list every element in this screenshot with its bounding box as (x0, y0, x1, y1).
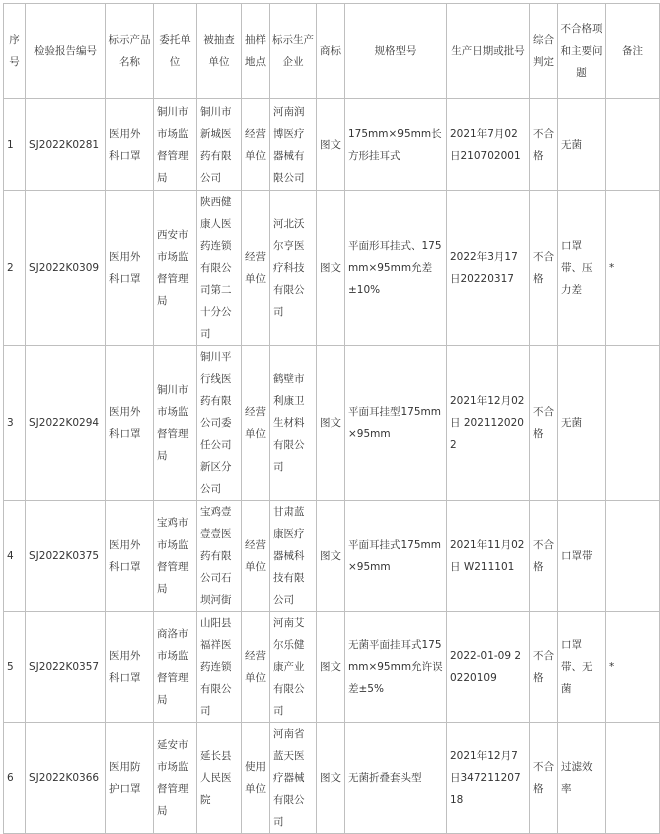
cell-note (606, 99, 660, 191)
header-brand: 商标 (317, 4, 345, 99)
cell-spec: 平面形耳挂式、175mm×95mm允差±10% (345, 191, 447, 346)
cell-spec: 平面耳挂型175mm×95mm (345, 346, 447, 501)
cell-issue: 过滤效率 (558, 723, 606, 834)
cell-verdict: 不合格 (530, 612, 558, 723)
header-row (4, 4, 660, 99)
header-note: 备注 (606, 4, 660, 99)
cell-location: 使用单位 (242, 723, 270, 834)
cell-maker: 河南省蓝天医疗器械有限公司 (270, 723, 317, 834)
header-verdict: 综合判定 (530, 4, 558, 99)
table-row (4, 723, 660, 834)
cell-brand: 图文 (317, 191, 345, 346)
cell-verdict: 不合格 (530, 501, 558, 612)
cell-brand: 图文 (317, 99, 345, 191)
cell-date: 2021年12月7日34721120718 (447, 723, 530, 834)
cell-client: 延安市市场监督管理局 (154, 723, 197, 834)
cell-no: 1 (4, 99, 26, 191)
cell-date: 2021年11月02日 W211101 (447, 501, 530, 612)
cell-sampled: 铜川平行线医药有限公司委任公司新区分公司 (197, 346, 242, 501)
cell-product: 医用外科口罩 (106, 612, 154, 723)
cell-location: 经营单位 (242, 346, 270, 501)
cell-sampled: 陕西健康人医药连锁有限公司第二十分公司 (197, 191, 242, 346)
cell-client: 西安市市场监督管理局 (154, 191, 197, 346)
cell-issue: 无菌 (558, 99, 606, 191)
inspection-results-table (3, 3, 660, 834)
cell-product: 医用外科口罩 (106, 99, 154, 191)
cell-note (606, 501, 660, 612)
cell-maker: 鹤壁市利康卫生材料有限公司 (270, 346, 317, 501)
cell-client: 铜川市市场监督管理局 (154, 346, 197, 501)
cell-brand: 图文 (317, 612, 345, 723)
cell-client: 宝鸡市市场监督管理局 (154, 501, 197, 612)
header-product: 标示产品名称 (106, 4, 154, 99)
cell-verdict: 不合格 (530, 723, 558, 834)
cell-client: 铜川市市场监督管理局 (154, 99, 197, 191)
cell-date: 2021年7月02日210702001 (447, 99, 530, 191)
header-issue: 不合格项和主要问题 (558, 4, 606, 99)
table-row (4, 191, 660, 346)
cell-maker: 甘肃蓝康医疗器械科技有限公司 (270, 501, 317, 612)
cell-report: SJ2022K0309 (26, 191, 106, 346)
cell-report: SJ2022K0281 (26, 99, 106, 191)
cell-brand: 图文 (317, 723, 345, 834)
cell-product: 医用外科口罩 (106, 346, 154, 501)
cell-issue: 无菌 (558, 346, 606, 501)
cell-note (606, 723, 660, 834)
cell-issue: 口罩带 (558, 501, 606, 612)
cell-report: SJ2022K0366 (26, 723, 106, 834)
cell-sampled: 宝鸡壹壹壹医药有限公司石坝河街 (197, 501, 242, 612)
cell-date: 2022-01-09 20220109 (447, 612, 530, 723)
cell-no: 6 (4, 723, 26, 834)
table-row (4, 612, 660, 723)
cell-note: * (606, 612, 660, 723)
header-no: 序号 (4, 4, 26, 99)
header-sampled: 被抽查单位 (197, 4, 242, 99)
header-date: 生产日期或批号 (447, 4, 530, 99)
cell-location: 经营单位 (242, 501, 270, 612)
cell-note (606, 346, 660, 501)
cell-location: 经营单位 (242, 99, 270, 191)
cell-maker: 河南艾尔乐健康产业有限公司 (270, 612, 317, 723)
cell-product: 医用外科口罩 (106, 501, 154, 612)
cell-no: 4 (4, 501, 26, 612)
cell-location: 经营单位 (242, 612, 270, 723)
cell-product: 医用防护口罩 (106, 723, 154, 834)
cell-client: 商洛市市场监督管理局 (154, 612, 197, 723)
cell-report: SJ2022K0357 (26, 612, 106, 723)
cell-report: SJ2022K0375 (26, 501, 106, 612)
cell-issue: 口罩带、无菌 (558, 612, 606, 723)
cell-date: 2022年3月17日20220317 (447, 191, 530, 346)
cell-spec: 无菌平面挂耳式175mm×95mm允许误差±5% (345, 612, 447, 723)
cell-location: 经营单位 (242, 191, 270, 346)
table-row (4, 99, 660, 191)
cell-issue: 口罩带、压力差 (558, 191, 606, 346)
cell-no: 2 (4, 191, 26, 346)
cell-verdict: 不合格 (530, 346, 558, 501)
cell-sampled: 延长县人民医院 (197, 723, 242, 834)
cell-maker: 河北沃尔亨医疗科技有限公司 (270, 191, 317, 346)
cell-spec: 无菌折叠套头型 (345, 723, 447, 834)
header-spec: 规格型号 (345, 4, 447, 99)
header-report: 检验报告编号 (26, 4, 106, 99)
cell-date: 2021年12月02日 2021120202 (447, 346, 530, 501)
cell-sampled: 山阳县福祥医药连锁有限公司 (197, 612, 242, 723)
cell-brand: 图文 (317, 501, 345, 612)
cell-no: 5 (4, 612, 26, 723)
header-maker: 标示生产企业 (270, 4, 317, 99)
cell-note: * (606, 191, 660, 346)
cell-spec: 平面耳挂式175mm×95mm (345, 501, 447, 612)
header-location: 抽样地点 (242, 4, 270, 99)
cell-no: 3 (4, 346, 26, 501)
table-row (4, 346, 660, 501)
header-client: 委托单位 (154, 4, 197, 99)
cell-verdict: 不合格 (530, 99, 558, 191)
table-row (4, 501, 660, 612)
cell-sampled: 铜川市新城医药有限公司 (197, 99, 242, 191)
cell-verdict: 不合格 (530, 191, 558, 346)
cell-spec: 175mm×95mm长方形挂耳式 (345, 99, 447, 191)
cell-report: SJ2022K0294 (26, 346, 106, 501)
cell-product: 医用外科口罩 (106, 191, 154, 346)
cell-maker: 河南润博医疗器械有限公司 (270, 99, 317, 191)
cell-brand: 图文 (317, 346, 345, 501)
